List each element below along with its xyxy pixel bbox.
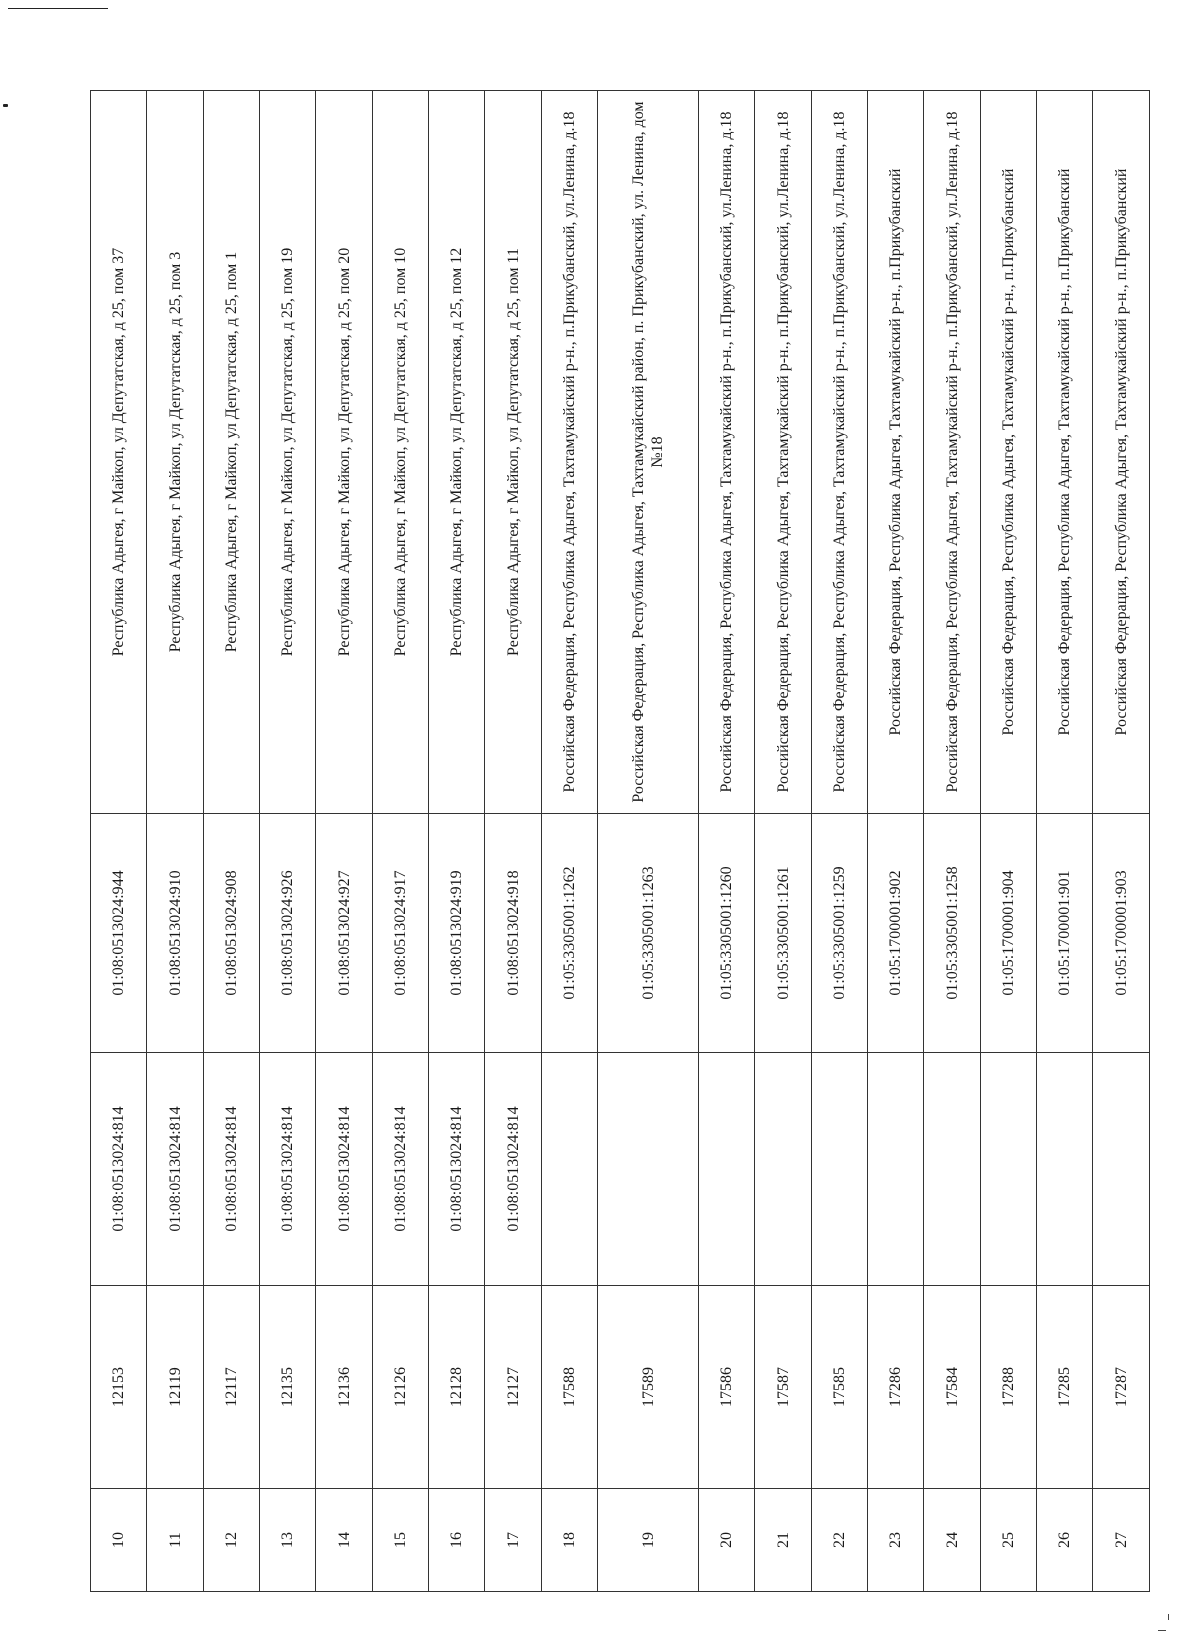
address-cell: Республика Адыгея, г Майкоп, ул Депутатская, д 25, пом 12 <box>429 91 485 814</box>
object-id-cell: 12126 <box>372 1286 428 1489</box>
row-number-cell: 26 <box>1037 1489 1093 1592</box>
parent-cadastral-cell <box>811 1053 867 1286</box>
object-id-cell: 17586 <box>699 1286 755 1489</box>
table-row <box>1093 91 1150 1592</box>
table-row <box>598 91 699 1592</box>
table-row <box>1037 91 1093 1592</box>
table-row <box>811 91 867 1592</box>
object-id-cell: 12128 <box>429 1286 485 1489</box>
cadastral-number-cell: 01:05:3305001:1259 <box>811 814 867 1053</box>
registry-table-body <box>91 91 1150 1592</box>
parent-cadastral-cell <box>1037 1053 1093 1286</box>
table-row <box>980 91 1036 1592</box>
parent-cadastral-cell <box>924 1053 980 1286</box>
cadastral-number-cell: 01:05:3305001:1258 <box>924 814 980 1053</box>
object-id-cell: 17585 <box>811 1286 867 1489</box>
object-id-cell: 12135 <box>260 1286 316 1489</box>
scan-mark-bottom-right-2 <box>1168 1614 1169 1620</box>
scan-speck <box>3 104 8 107</box>
address-cell: Российская Федерация, Республика Адыгея, Тахтамукайский р-н., п.Прикубанский, ул.Ленина, д.18 <box>699 91 755 814</box>
table-row <box>147 91 203 1592</box>
table-row <box>316 91 372 1592</box>
address-cell: Республика Адыгея, г Майкоп, ул Депутатская, д 25, пом 20 <box>316 91 372 814</box>
parent-cadastral-cell: 01:08:0513024:814 <box>485 1053 541 1286</box>
cadastral-number-cell: 01:08:0513024:917 <box>372 814 428 1053</box>
cadastral-number-cell: 01:08:0513024:926 <box>260 814 316 1053</box>
object-id-cell: 17589 <box>598 1286 699 1489</box>
object-id-cell: 17287 <box>1093 1286 1150 1489</box>
row-number-cell: 17 <box>485 1489 541 1592</box>
cadastral-number-cell: 01:05:3305001:1263 <box>598 814 699 1053</box>
row-number-cell: 27 <box>1093 1489 1150 1592</box>
address-cell: Российская Федерация, Республика Адыгея, Тахтамукайский р-н., п.Прикубанский <box>868 91 924 814</box>
address-cell: Республика Адыгея, г Майкоп, ул Депутатская, д 25, пом 37 <box>91 91 147 814</box>
cadastral-number-cell: 01:08:0513024:910 <box>147 814 203 1053</box>
row-number-cell: 19 <box>598 1489 699 1592</box>
table-row <box>260 91 316 1592</box>
row-number-cell: 16 <box>429 1489 485 1592</box>
table-row <box>203 91 259 1592</box>
parent-cadastral-cell <box>755 1053 811 1286</box>
object-id-cell: 17285 <box>1037 1286 1093 1489</box>
address-cell: Республика Адыгея, г Майкоп, ул Депутатская, д 25, пом 10 <box>372 91 428 814</box>
parent-cadastral-cell <box>541 1053 597 1286</box>
cadastral-number-cell: 01:08:0513024:919 <box>429 814 485 1053</box>
top-rule <box>8 8 108 9</box>
parent-cadastral-cell <box>699 1053 755 1286</box>
cadastral-number-cell: 01:05:3305001:1260 <box>699 814 755 1053</box>
table-row <box>868 91 924 1592</box>
cadastral-number-cell: 01:08:0513024:918 <box>485 814 541 1053</box>
row-number-cell: 24 <box>924 1489 980 1592</box>
address-cell: Республика Адыгея, г Майкоп, ул Депутатская, д 25, пом 11 <box>485 91 541 814</box>
parent-cadastral-cell: 01:08:0513024:814 <box>147 1053 203 1286</box>
parent-cadastral-cell <box>1093 1053 1150 1286</box>
row-number-cell: 12 <box>203 1489 259 1592</box>
row-number-cell: 10 <box>91 1489 147 1592</box>
parent-cadastral-cell: 01:08:0513024:814 <box>372 1053 428 1286</box>
registry-table <box>90 90 1150 1592</box>
address-cell: Российская Федерация, Республика Адыгея, Тахтамукайский р-н., п.Прикубанский, ул.Ленина, д.18 <box>924 91 980 814</box>
parent-cadastral-cell <box>980 1053 1036 1286</box>
row-number-cell: 22 <box>811 1489 867 1592</box>
cadastral-number-cell: 01:05:3305001:1262 <box>541 814 597 1053</box>
row-number-cell: 21 <box>755 1489 811 1592</box>
parent-cadastral-cell <box>598 1053 699 1286</box>
table-row <box>429 91 485 1592</box>
cadastral-number-cell: 01:05:3305001:1261 <box>755 814 811 1053</box>
row-number-cell: 18 <box>541 1489 597 1592</box>
cadastral-number-cell: 01:05:1700001:901 <box>1037 814 1093 1053</box>
table-row <box>924 91 980 1592</box>
cadastral-number-cell: 01:05:1700001:904 <box>980 814 1036 1053</box>
rotated-table-container <box>90 90 1150 1592</box>
object-id-cell: 12119 <box>147 1286 203 1489</box>
address-cell: Российская Федерация, Республика Адыгея, Тахтамукайский район, п. Прикубанский, ул. Ленина, дом №18 <box>598 91 699 814</box>
table-row <box>485 91 541 1592</box>
cadastral-number-cell: 01:08:0513024:944 <box>91 814 147 1053</box>
address-cell: Республика Адыгея, г Майкоп, ул Депутатская, д 25, пом 3 <box>147 91 203 814</box>
row-number-cell: 15 <box>372 1489 428 1592</box>
row-number-cell: 13 <box>260 1489 316 1592</box>
table-row <box>372 91 428 1592</box>
object-id-cell: 17286 <box>868 1286 924 1489</box>
object-id-cell: 12127 <box>485 1286 541 1489</box>
address-cell: Республика Адыгея, г Майкоп, ул Депутатская, д 25, пом 19 <box>260 91 316 814</box>
parent-cadastral-cell: 01:08:0513024:814 <box>91 1053 147 1286</box>
object-id-cell: 17588 <box>541 1286 597 1489</box>
object-id-cell: 17587 <box>755 1286 811 1489</box>
address-cell: Республика Адыгея, г Майкоп, ул Депутатская, д 25, пом 1 <box>203 91 259 814</box>
parent-cadastral-cell: 01:08:0513024:814 <box>316 1053 372 1286</box>
address-cell: Российская Федерация, Республика Адыгея, Тахтамукайский р-н., п.Прикубанский <box>980 91 1036 814</box>
parent-cadastral-cell: 01:08:0513024:814 <box>203 1053 259 1286</box>
cadastral-number-cell: 01:08:0513024:908 <box>203 814 259 1053</box>
object-id-cell: 12136 <box>316 1286 372 1489</box>
address-cell: Российская Федерация, Республика Адыгея, Тахтамукайский р-н., п.Прикубанский <box>1093 91 1150 814</box>
table-row <box>755 91 811 1592</box>
address-cell: Российская Федерация, Республика Адыгея, Тахтамукайский р-н., п.Прикубанский, ул.Ленина, д.18 <box>755 91 811 814</box>
row-number-cell: 11 <box>147 1489 203 1592</box>
cadastral-number-cell: 01:05:1700001:902 <box>868 814 924 1053</box>
address-cell: Российская Федерация, Республика Адыгея, Тахтамукайский р-н., п.Прикубанский, ул.Ленина, д.18 <box>541 91 597 814</box>
parent-cadastral-cell <box>868 1053 924 1286</box>
object-id-cell: 17584 <box>924 1286 980 1489</box>
table-row <box>91 91 147 1592</box>
parent-cadastral-cell: 01:08:0513024:814 <box>429 1053 485 1286</box>
row-number-cell: 14 <box>316 1489 372 1592</box>
address-cell: Российская Федерация, Республика Адыгея, Тахтамукайский р-н., п.Прикубанский, ул.Ленина, д.18 <box>811 91 867 814</box>
row-number-cell: 20 <box>699 1489 755 1592</box>
cadastral-number-cell: 01:05:1700001:903 <box>1093 814 1150 1053</box>
scan-mark-bottom-right <box>1158 1630 1166 1631</box>
cadastral-number-cell: 01:08:0513024:927 <box>316 814 372 1053</box>
table-row <box>699 91 755 1592</box>
row-number-cell: 25 <box>980 1489 1036 1592</box>
object-id-cell: 12117 <box>203 1286 259 1489</box>
object-id-cell: 12153 <box>91 1286 147 1489</box>
address-cell: Российская Федерация, Республика Адыгея, Тахтамукайский р-н., п.Прикубанский <box>1037 91 1093 814</box>
object-id-cell: 17288 <box>980 1286 1036 1489</box>
row-number-cell: 23 <box>868 1489 924 1592</box>
table-row <box>541 91 597 1592</box>
parent-cadastral-cell: 01:08:0513024:814 <box>260 1053 316 1286</box>
